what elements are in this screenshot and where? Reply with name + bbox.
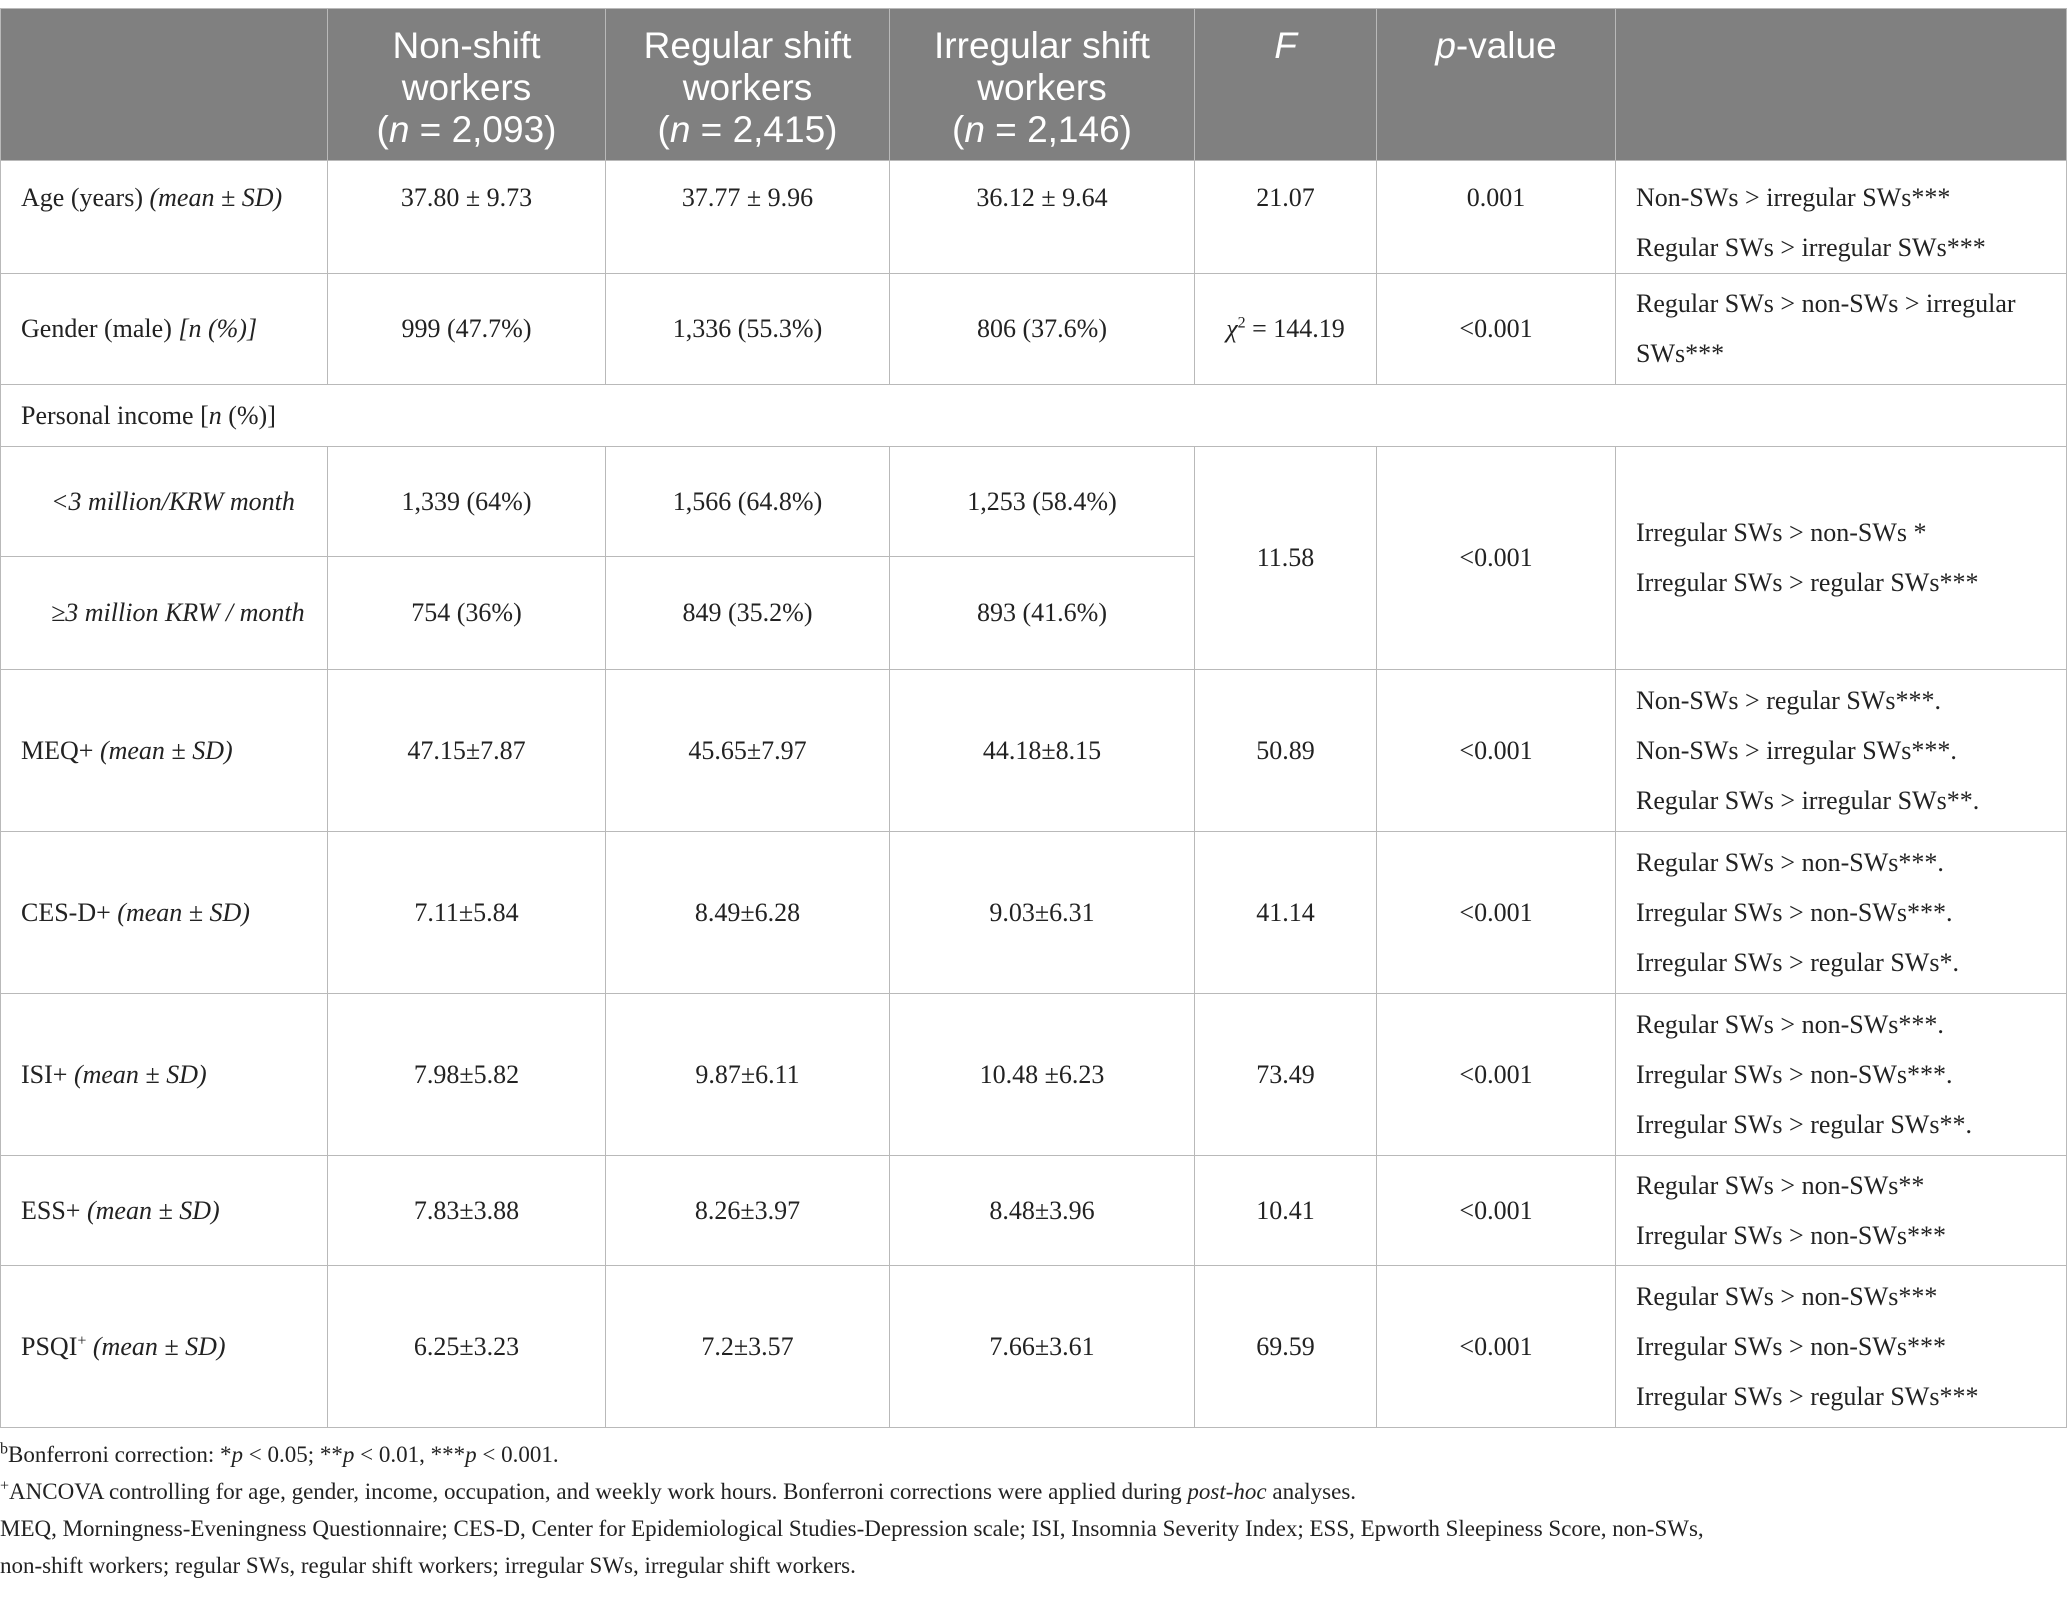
row-label-psqi: PSQI+ (mean ± SD) [1,1266,328,1428]
cell-isi-f: 73.49 [1195,994,1377,1156]
cell-meq-comparison: Non-SWs > regular SWs***. Non-SWs > irregular SWs***. Regular SWs > irregular SWs**. [1616,670,2067,832]
table-row-age [1,161,2067,274]
cell-income-low-non-shift: 1,339 (64%) [328,447,606,557]
cell-ess-p: <0.001 [1377,1156,1616,1266]
cell-cesd-non-shift: 7.11±5.84 [328,832,606,994]
cell-isi-comparison: Regular SWs > non-SWs***. Irregular SWs > non-SWs***. Irregular SWs > regular SWs**. [1616,994,2067,1156]
cell-age-non-shift: 37.80 ± 9.73 [328,161,606,274]
cell-gender-non-shift: 999 (47.7%) [328,274,606,385]
table-row-cesd [1,832,2067,994]
cell-meq-regular: 45.65±7.97 [606,670,890,832]
cell-income-p: <0.001 [1377,447,1616,670]
row-label-ess: ESS+ (mean ± SD) [1,1156,328,1266]
table-row-meq [1,670,2067,832]
cell-income-high-regular: 849 (35.2%) [606,557,890,670]
header-p-value: p-value [1377,9,1616,161]
table-row-isi [1,994,2067,1156]
cell-income-comparison: Irregular SWs > non-SWs * Irregular SWs > regular SWs*** [1616,447,2067,670]
cell-psqi-p: <0.001 [1377,1266,1616,1428]
cell-meq-p: <0.001 [1377,670,1616,832]
header-regular-shift: Regular shift workers (n = 2,415) [606,9,890,161]
row-label-income-high: ≥3 million KRW / month [1,557,328,670]
cell-psqi-comparison: Regular SWs > non-SWs*** Irregular SWs > non-SWs*** Irregular SWs > regular SWs*** [1616,1266,2067,1428]
cell-age-f: 21.07 [1195,161,1377,274]
cell-gender-regular: 1,336 (55.3%) [606,274,890,385]
cell-gender-p: <0.001 [1377,274,1616,385]
cell-meq-f: 50.89 [1195,670,1377,832]
cell-psqi-non-shift: 6.25±3.23 [328,1266,606,1428]
cell-income-low-regular: 1,566 (64.8%) [606,447,890,557]
cell-psqi-irregular: 7.66±3.61 [890,1266,1195,1428]
table-row-income-header [1,385,2067,447]
header-empty [1,9,328,161]
row-label-cesd: CES-D+ (mean ± SD) [1,832,328,994]
header-comparison [1616,9,2067,161]
table-footnotes [0,1428,2060,1584]
row-label-isi: ISI+ (mean ± SD) [1,994,328,1156]
cell-ess-comparison: Regular SWs > non-SWs** Irregular SWs > non-SWs*** [1616,1156,2067,1266]
cell-income-high-non-shift: 754 (36%) [328,557,606,670]
cell-isi-p: <0.001 [1377,994,1616,1156]
cell-cesd-irregular: 9.03±6.31 [890,832,1195,994]
cell-age-p: 0.001 [1377,161,1616,274]
cell-income-low-irregular: 1,253 (58.4%) [890,447,1195,557]
footnote-ancova: +ANCOVA controlling for age, gender, income, occupation, and weekly work hours. Bonferroni corrections were applied during post-hoc analyses. [0,1477,1357,1504]
header-irregular-shift: Irregular shift workers (n = 2,146) [890,9,1195,161]
cell-ess-f: 10.41 [1195,1156,1377,1266]
header-non-shift: Non-shift workers (n = 2,093) [328,9,606,161]
cell-ess-regular: 8.26±3.97 [606,1156,890,1266]
cell-isi-irregular: 10.48 ±6.23 [890,994,1195,1156]
cell-cesd-p: <0.001 [1377,832,1616,994]
cell-psqi-f: 69.59 [1195,1266,1377,1428]
cell-ess-irregular: 8.48±3.96 [890,1156,1195,1266]
results-table [0,8,2067,1428]
table-row-ess [1,1156,2067,1266]
cell-age-irregular: 36.12 ± 9.64 [890,161,1195,274]
cell-meq-non-shift: 47.15±7.87 [328,670,606,832]
cell-cesd-comparison: Regular SWs > non-SWs***. Irregular SWs > non-SWs***. Irregular SWs > regular SWs*. [1616,832,2067,994]
cell-meq-irregular: 44.18±8.15 [890,670,1195,832]
row-label-income: Personal income [n (%)] [1,385,2067,447]
cell-isi-regular: 9.87±6.11 [606,994,890,1156]
table-row-gender [1,274,2067,385]
table-container [0,8,2068,1584]
cell-ess-non-shift: 7.83±3.88 [328,1156,606,1266]
table-row-income-low [1,447,2067,557]
header-f: F [1195,9,1377,161]
cell-income-f: 11.58 [1195,447,1377,670]
row-label-meq: MEQ+ (mean ± SD) [1,670,328,832]
cell-cesd-regular: 8.49±6.28 [606,832,890,994]
row-label-income-low: <3 million/KRW month [1,447,328,557]
cell-gender-irregular: 806 (37.6%) [890,274,1195,385]
footnote-bonferroni: $^b$Bonferroni correction: *p < 0.05; **p < 0.01, ***p < 0.001. [0,1440,559,1467]
row-label-age: Age (years) (mean ± SD) [1,161,328,274]
header-row [1,9,2067,161]
cell-psqi-regular: 7.2±3.57 [606,1266,890,1428]
cell-age-comparison: Non-SWs > irregular SWs*** Regular SWs > irregular SWs*** [1616,161,2067,274]
footnote-abbreviations: MEQ, Morningness-Eveningness Questionnaire; CES-D, Center for Epidemiological Studies-Depression scale; ISI, Insomnia Severity Index; ESS, Epworth Sleepiness Score, non-SWs, non-shift workers; regular SWs, regular shift workers; irregular SWs, irregular shift workers. [0,1516,1704,1578]
cell-age-regular: 37.77 ± 9.96 [606,161,890,274]
table-row-psqi [1,1266,2067,1428]
row-label-gender: Gender (male) [n (%)] [1,274,328,385]
cell-gender-comparison: Regular SWs > non-SWs > irregular SWs*** [1616,274,2067,385]
cell-income-high-irregular: 893 (41.6%) [890,557,1195,670]
cell-isi-non-shift: 7.98±5.82 [328,994,606,1156]
cell-cesd-f: 41.14 [1195,832,1377,994]
cell-gender-f: $\chi^2 = 144.19$ [1195,274,1377,385]
